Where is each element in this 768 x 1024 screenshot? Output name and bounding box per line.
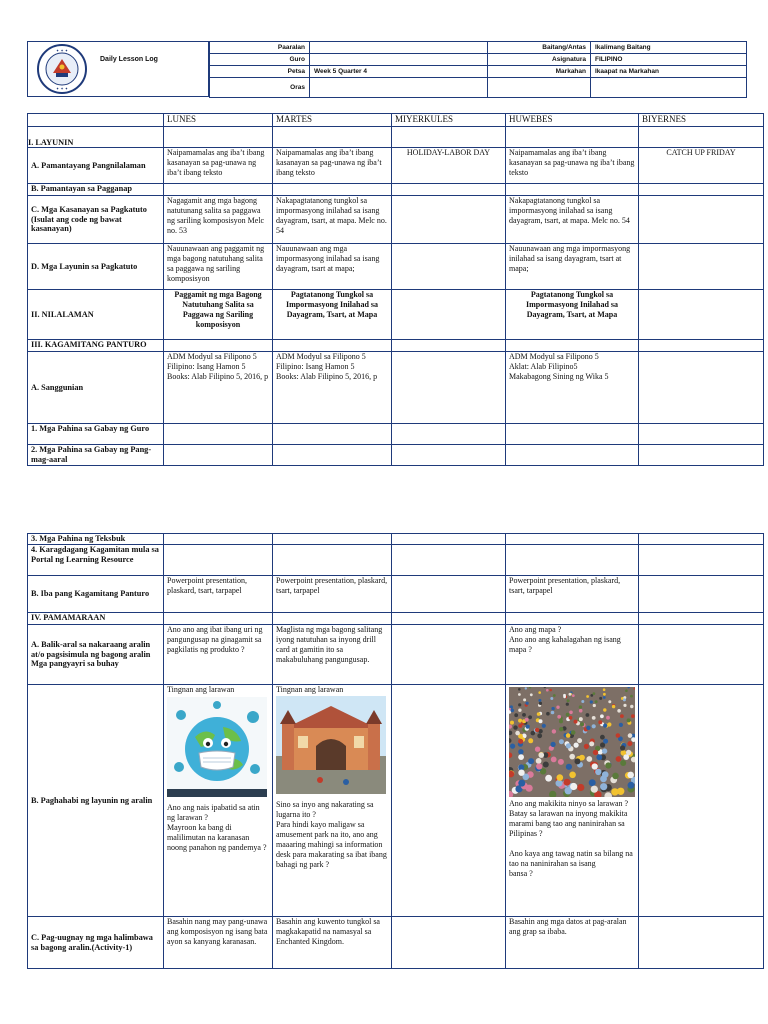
empty-cell (392, 917, 506, 969)
empty-cell (639, 625, 764, 685)
empty-cell (639, 290, 764, 340)
empty-cell (639, 244, 764, 290)
day-header-martes: MARTES (273, 114, 392, 127)
crowd-person-dot (608, 700, 611, 703)
crowd-person-dot (574, 720, 578, 724)
crowd-person-dot (526, 785, 533, 792)
crowd-person-dot (523, 698, 526, 701)
crowd-person-dot (581, 700, 584, 703)
crowd-person-dot (619, 723, 623, 727)
field-value (310, 42, 488, 54)
crowd-person-dot (572, 694, 575, 697)
crowd-person-dot (600, 735, 605, 740)
empty-cell (639, 340, 764, 352)
crowd-person-dot (518, 754, 524, 760)
empty-cell (273, 424, 392, 445)
empty-cell (506, 424, 639, 445)
empty-cell (506, 613, 639, 625)
question-text: Ano ang makikita ninyo sa larawan ? Batay sa larawan na inyong makikita marami bang tao ang naninirahan sa Pilipinas ? Ano kaya ang tawag natin sa bilang na tao na naninirahan sa isang bansa ? (509, 799, 633, 878)
crowd-person-dot (569, 716, 573, 720)
crowd-person-dot (606, 716, 610, 720)
crowd-person-dot (514, 713, 518, 717)
cell-huwebes: Basahin ang mga datos at pag-aralan ang grap sa ibaba. (506, 917, 639, 969)
empty-cell (506, 545, 639, 576)
empty-cell (392, 196, 506, 244)
crowd-person-dot (558, 759, 564, 765)
document-title: Daily Lesson Log (100, 56, 158, 63)
empty-cell (392, 244, 506, 290)
crowd-person-dot (603, 693, 606, 696)
crowd-person-dot (563, 694, 566, 697)
svg-text:✦ ✦ ✦: ✦ ✦ ✦ (55, 86, 69, 91)
crowd-person-dot (627, 772, 634, 779)
crowd-person-dot (551, 742, 556, 747)
crowd-person-dot (536, 763, 542, 769)
day-header-miyerkules: MIYERKULES (392, 114, 506, 127)
crowd-person-dot (539, 752, 545, 758)
empty-cell (392, 352, 506, 424)
question-text: Sino sa inyo ang nakarating sa lugarna ito ? Para hindi kayo maligaw sa amusement park na ito, ano ang maaaring mahingi sa information desk para makarating sa ibat ibang bahagi ng park ? (276, 800, 387, 869)
crowd-person-dot (546, 712, 550, 716)
reference-line: Books: Alab Filipino 5, 2016, p (276, 372, 378, 381)
row-label-balik-aral: A. Balik-aral sa nakaraang aralin at/o pagsisimula ng bagong aralin Mga pangyayri sa buhay (28, 625, 164, 685)
crowd-person-dot (627, 741, 632, 746)
cell-lunes: Paggamit ng mga Bagong Natutuhang Salita sa Paggawa ng Sariling komposisyon (164, 290, 273, 340)
field-label: Oras (210, 78, 310, 98)
empty-cell (639, 127, 764, 148)
cell-martes (273, 352, 392, 424)
cell-huwebes (506, 352, 639, 424)
crowd-person-dot (556, 706, 559, 709)
empty-cell (392, 290, 506, 340)
empty-cell (392, 534, 506, 545)
question-text: Ano ang nais ipabatid sa atin ng larawan ? Mayroon ka bang di malilimutan na karanasan noong panahon ng pandemya ? (167, 803, 267, 852)
row-label-gabay-mag-aaral: 2. Mga Pahina sa Gabay ng Pang-mag-aaral (28, 445, 164, 466)
reference-line: Filipino: Isang Hamon 5 (167, 362, 246, 371)
crowd-person-dot (557, 715, 561, 719)
cell-martes (273, 685, 392, 917)
cell-lunes (164, 352, 273, 424)
crowd-person-dot (557, 774, 564, 781)
crowd-person-dot (605, 762, 611, 768)
row-label-pamantayang-pangnilalaman: A. Pamantayang Pangnilalaman (28, 148, 164, 184)
crowd-person-dot (620, 714, 624, 718)
cell-huwebes: Nakapagtatanong tungkol sa impormasyong inilahad sa isang dayagram, tsart, at mapa. Melc no. 54 (506, 196, 639, 244)
crowd-population-image (509, 687, 635, 797)
empty-cell (273, 127, 392, 148)
crowd-person-dot (589, 741, 594, 746)
reference-line: ADM Modyul sa Filipono 5 (276, 352, 366, 361)
crowd-person-dot (526, 702, 529, 705)
field-value: FILIPINO (591, 54, 747, 66)
crowd-person-dot (592, 763, 598, 769)
empty-cell (392, 685, 506, 917)
empty-cell (639, 534, 764, 545)
crowd-person-dot (528, 758, 534, 764)
header-info-table (209, 41, 747, 98)
crowd-person-dot (593, 704, 596, 707)
empty-cell (639, 545, 764, 576)
empty-cell (392, 545, 506, 576)
crowd-person-dot (518, 770, 524, 776)
reference-line: Aklat: Alab Filipino5 (509, 362, 578, 371)
crowd-person-dot (611, 788, 618, 795)
cell-huwebes: Powerpoint presentation, plaskard, tsart, tarpapel (506, 576, 639, 613)
crowd-person-dot (511, 709, 515, 713)
crowd-person-dot (539, 702, 542, 705)
crowd-person-dot (603, 724, 607, 728)
svg-text:✦ ✦ ✦: ✦ ✦ ✦ (55, 48, 69, 53)
row-label-nilalaman: II. NILALAMAN (28, 290, 164, 340)
crowd-person-dot (528, 715, 532, 719)
crowd-person-dot (607, 722, 611, 726)
section-pamamaraan: IV. PAMAMARAAN (28, 613, 164, 625)
crowd-person-dot (602, 748, 607, 753)
crowd-person-dot (518, 749, 523, 754)
cell-huwebes: Nauunawaan ang mga impormasyong inilahad sa isang dayagram, tsart at mapa; (506, 244, 639, 290)
crowd-person-dot (536, 758, 542, 764)
crowd-person-dot (530, 693, 533, 696)
crowd-person-dot (623, 704, 626, 707)
crowd-person-dot (603, 688, 606, 691)
cell-martes: Naipamamalas ang iba’t ibang kasanayan sa pag-unawa ng iba’t ibang teksto (273, 148, 392, 184)
empty-cell (639, 445, 764, 466)
empty-cell (506, 445, 639, 466)
crowd-person-dot (593, 692, 596, 695)
crowd-person-dot (518, 739, 523, 744)
crowd-person-dot (552, 729, 556, 733)
day-header-lunes: LUNES (164, 114, 273, 127)
empty-cell (392, 576, 506, 613)
enchanted-kingdom-image (276, 696, 386, 794)
crowd-person-dot (603, 739, 608, 744)
crowd-person-dot (623, 698, 626, 701)
crowd-person-dot (569, 711, 573, 715)
crowd-person-dot (623, 754, 629, 760)
crowd-person-dot (518, 688, 521, 691)
pandemic-earth-mask-image (167, 697, 267, 797)
crowd-person-dot (538, 691, 541, 694)
empty-cell (639, 685, 764, 917)
crowd-person-dot (553, 694, 556, 697)
empty-cell (164, 424, 273, 445)
crowd-person-dot (617, 709, 621, 713)
row-label-sanggunian: A. Sanggunian (28, 352, 164, 424)
crowd-person-dot (600, 714, 604, 718)
crowd-person-dot (586, 695, 589, 698)
crowd-person-dot (551, 707, 554, 710)
crowd-person-dot (620, 745, 625, 750)
crowd-person-dot (559, 739, 564, 744)
empty-cell (164, 613, 273, 625)
crowd-person-dot (549, 689, 552, 692)
cell-huwebes: Ano ang mapa ? Ano ano ang kahalagahan ng isang mapa ? (506, 625, 639, 685)
crowd-person-dot (630, 705, 633, 708)
cell-huwebes (506, 685, 639, 917)
empty-cell (392, 127, 506, 148)
cell-miyerkules-holiday: HOLIDAY-LABOR DAY (392, 148, 506, 184)
crowd-person-dot (596, 754, 602, 760)
crowd-person-dot (566, 733, 571, 738)
empty-cell (639, 917, 764, 969)
crowd-person-dot (569, 693, 572, 696)
crowd-person-dot (538, 699, 541, 702)
crowd-person-dot (577, 784, 584, 791)
crowd-person-dot (598, 720, 602, 724)
crowd-person-dot (600, 783, 607, 790)
crowd-person-dot (518, 780, 525, 787)
crowd-person-dot (603, 708, 606, 711)
reference-line: Filipino: Isang Hamon 5 (276, 362, 355, 371)
field-label: Asignatura (488, 54, 591, 66)
crowd-person-dot (543, 762, 549, 768)
reference-line: ADM Modyul sa Filipono 5 (167, 352, 257, 361)
crowd-person-dot (528, 738, 533, 743)
crowd-person-dot (592, 724, 596, 728)
crowd-person-dot (535, 728, 539, 732)
crowd-person-dot (566, 713, 570, 717)
empty-cell (164, 445, 273, 466)
section-layunin: I. LAYUNIN (28, 127, 164, 148)
row-label-layunin-sa-pagkatuto: D. Mga Layunin sa Pagkatuto (28, 244, 164, 290)
crowd-person-dot (628, 733, 633, 738)
crowd-person-dot (559, 719, 563, 723)
empty-cell (639, 196, 764, 244)
empty-cell (639, 184, 764, 196)
section-kagamitang-panturo: III. KAGAMITANG PANTURO (28, 340, 164, 352)
field-label: Paaralan (210, 42, 310, 54)
cell-martes: Nakapagtatanong tungkol sa impormasyong inilahad sa isang dayagram, tsart, at mapa. Melc no. 54 (273, 196, 392, 244)
crowd-person-dot (551, 711, 555, 715)
row-label-pamantayan-sa-pagganap: B. Pamantayan sa Pagganap (28, 184, 164, 196)
day-header-huwebes: HUWEBES (506, 114, 639, 127)
instruction-text: Tingnan ang larawan (276, 685, 344, 694)
crowd-person-dot (569, 754, 575, 760)
row-label-iba-pang-kagamitan: B. Iba pang Kagamitang Panturo (28, 576, 164, 613)
crowd-person-dot (566, 743, 571, 748)
crowd-person-dot (616, 756, 622, 762)
empty-cell (639, 576, 764, 613)
cell-lunes: Powerpoint presentation, plaskard, tsart, tarpapel (164, 576, 273, 613)
crowd-person-dot (525, 687, 527, 689)
crowd-person-dot (537, 733, 542, 738)
crowd-person-dot (579, 709, 583, 713)
crowd-person-dot (518, 693, 521, 696)
field-label: Markahan (488, 66, 591, 78)
crowd-person-dot (595, 700, 598, 703)
crowd-person-dot (580, 722, 584, 726)
empty-cell (392, 184, 506, 196)
cell-martes: Powerpoint presentation, plaskard, tsart, tarpapel (273, 576, 392, 613)
empty-cell (164, 534, 273, 545)
crowd-person-dot (545, 775, 552, 782)
crowd-person-dot (551, 757, 557, 763)
instruction-text: Tingnan ang larawan (167, 685, 235, 694)
cell-martes: Pagtatanong Tungkol sa Impormasyong Inilahad sa Dayagram, Tsart, at Mapa (273, 290, 392, 340)
empty-cell (28, 114, 164, 127)
empty-cell (273, 445, 392, 466)
crowd-person-dot (586, 713, 590, 717)
crowd-person-dot (526, 725, 530, 729)
empty-cell (392, 340, 506, 352)
empty-cell (273, 545, 392, 576)
cell-lunes: Basahin nang may pang-unawa ang komposisyon ng isang bata ayon sa kanyang karanasan. (164, 917, 273, 969)
crowd-person-dot (612, 705, 615, 708)
crowd-person-dot (566, 703, 569, 706)
cell-lunes: Nauunawaan ang paggamit ng mga bagong natutuhang salita sa paggawa ng sariling komposisyon (164, 244, 273, 290)
crowd-person-dot (612, 773, 619, 780)
crowd-person-dot (510, 721, 514, 725)
crowd-person-dot (627, 718, 631, 722)
lesson-log-table-1 (27, 113, 764, 466)
crowd-person-dot (574, 743, 579, 748)
crowd-person-dot (579, 705, 582, 708)
empty-cell (392, 445, 506, 466)
lesson-log-table-2 (27, 533, 764, 969)
empty-cell (273, 534, 392, 545)
cell-lunes: Nagagamit ang mga bagong natutunang salita sa paggawa ng sariling komposisyon Melc no. 53 (164, 196, 273, 244)
crowd-person-dot (625, 689, 628, 692)
field-label: Baitang/Antas (488, 42, 591, 54)
reference-line: Books: Alab Filipino 5, 2016, p (167, 372, 269, 381)
field-value: Ikalimang Baitang (591, 42, 747, 54)
deped-seal-icon (31, 43, 93, 95)
crowd-person-dot (539, 719, 543, 723)
crowd-person-dot (515, 731, 520, 736)
empty-cell (506, 534, 639, 545)
empty-cell (392, 625, 506, 685)
row-label-gabay-guro: 1. Mga Pahina sa Gabay ng Guro (28, 424, 164, 445)
field-value (310, 78, 488, 98)
empty-cell (392, 424, 506, 445)
cell-huwebes: Naipamamalas ang iba’t ibang kasanayan sa pag-unawa ng iba’t ibang teksto (506, 148, 639, 184)
crowd-person-dot (569, 772, 576, 779)
field-value (310, 54, 488, 66)
crowd-person-dot (537, 712, 541, 716)
crowd-person-dot (590, 700, 593, 703)
crowd-person-dot (546, 689, 549, 692)
crowd-person-dot (584, 744, 589, 749)
cell-martes: Nauunawaan ang mga impormasyong inilahad sa isang dayagram, tsart at mapa; (273, 244, 392, 290)
cell-huwebes: Pagtatanong Tungkol sa Impormasyong Inilahad sa Dayagram, Tsart, at Mapa (506, 290, 639, 340)
crowd-person-dot (510, 744, 515, 749)
empty-cell (164, 340, 273, 352)
row-label-teksbuk: 3. Mga Pahina ng Teksbuk (28, 534, 164, 545)
cell-lunes (164, 685, 273, 917)
empty-cell (639, 613, 764, 625)
crowd-person-dot (616, 733, 621, 738)
empty-cell (273, 613, 392, 625)
row-label-kasanayan: C. Mga Kasanayan sa Pagkatuto (Isulat ang code ng bawat kasanayan) (28, 196, 164, 244)
crowd-person-dot (620, 760, 626, 766)
cell-lunes: Naipamamalas ang iba’t ibang kasanayan sa pag-unawa ng iba’t ibang teksto (164, 148, 273, 184)
crowd-person-dot (631, 714, 635, 718)
field-label: Petsa (210, 66, 310, 78)
crowd-person-dot (628, 782, 635, 789)
cell-lunes: Ano ano ang ibat ibang uri ng pangungusap na ginagamit sa pagkilatis ng produkto ? (164, 625, 273, 685)
empty-cell (506, 184, 639, 196)
crowd-person-dot (579, 755, 585, 761)
crowd-person-dot (586, 756, 592, 762)
empty-cell (506, 127, 639, 148)
crowd-person-dot (567, 699, 570, 702)
crowd-person-dot (570, 783, 577, 790)
crowd-person-dot (592, 716, 596, 720)
crowd-person-dot (577, 738, 582, 743)
crowd-person-dot (586, 726, 590, 730)
reference-line: Makabagong Sining ng Wika 5 (509, 372, 609, 381)
empty-cell (506, 340, 639, 352)
crowd-person-dot (542, 724, 546, 728)
crowd-person-dot (518, 703, 521, 706)
field-label (488, 78, 591, 98)
row-label-paghahabi: B. Paghahabi ng layunin ng aralin (28, 685, 164, 917)
crowd-person-dot (579, 717, 583, 721)
empty-cell (639, 352, 764, 424)
day-header-biyernes: BIYERNES (639, 114, 764, 127)
empty-cell (273, 184, 392, 196)
row-label-pag-uugnay: C. Pag-uugnay ng mga halimbawa sa bagong aralin.(Activity-1) (28, 917, 164, 969)
row-label-karagdagang-kagamitan: 4. Karagdagang Kagamitan mula sa Portal ng Learning Resource (28, 545, 164, 576)
crowd-person-dot (518, 709, 521, 712)
cell-biyernes-catch-up: CATCH UP FRIDAY (639, 148, 764, 184)
empty-cell (164, 127, 273, 148)
field-value: Ikaapat na Markahan (591, 66, 747, 78)
crowd-person-dot (571, 730, 576, 735)
crowd-person-dot (522, 713, 526, 717)
empty-cell (639, 424, 764, 445)
crowd-person-dot (603, 696, 606, 699)
empty-cell (273, 340, 392, 352)
crowd-person-dot (550, 697, 553, 700)
crowd-person-dot (566, 764, 572, 770)
crowd-person-dot (535, 747, 540, 752)
field-value: Week 5 Quarter 4 (310, 66, 488, 78)
crowd-person-dot (591, 786, 598, 793)
crowd-person-dot (599, 697, 602, 700)
crowd-person-dot (513, 725, 517, 729)
reference-line: ADM Modyul sa Filipono 5 (509, 352, 599, 361)
cell-martes: Maglista ng mga bagong salitang iyong natutuhan sa inyong drill card at gamitin ito sa makabuluhang pangungusap. (273, 625, 392, 685)
crowd-person-dot (630, 695, 633, 698)
crowd-person-dot (559, 727, 563, 731)
empty-cell (164, 184, 273, 196)
cell-martes: Basahin ang kuwento tungkol sa magkakapatid na namasyal sa Enchanted Kingdom. (273, 917, 392, 969)
field-value (591, 78, 747, 98)
crowd-person-dot (564, 779, 571, 786)
empty-cell (392, 613, 506, 625)
crowd-person-dot (602, 771, 609, 778)
empty-cell (164, 545, 273, 576)
crowd-person-dot (525, 718, 529, 722)
crowd-person-dot (595, 769, 601, 775)
field-label: Guro (210, 54, 310, 66)
crowd-person-dot (575, 758, 581, 764)
crowd-person-dot (593, 750, 598, 755)
crowd-person-dot (589, 779, 596, 786)
